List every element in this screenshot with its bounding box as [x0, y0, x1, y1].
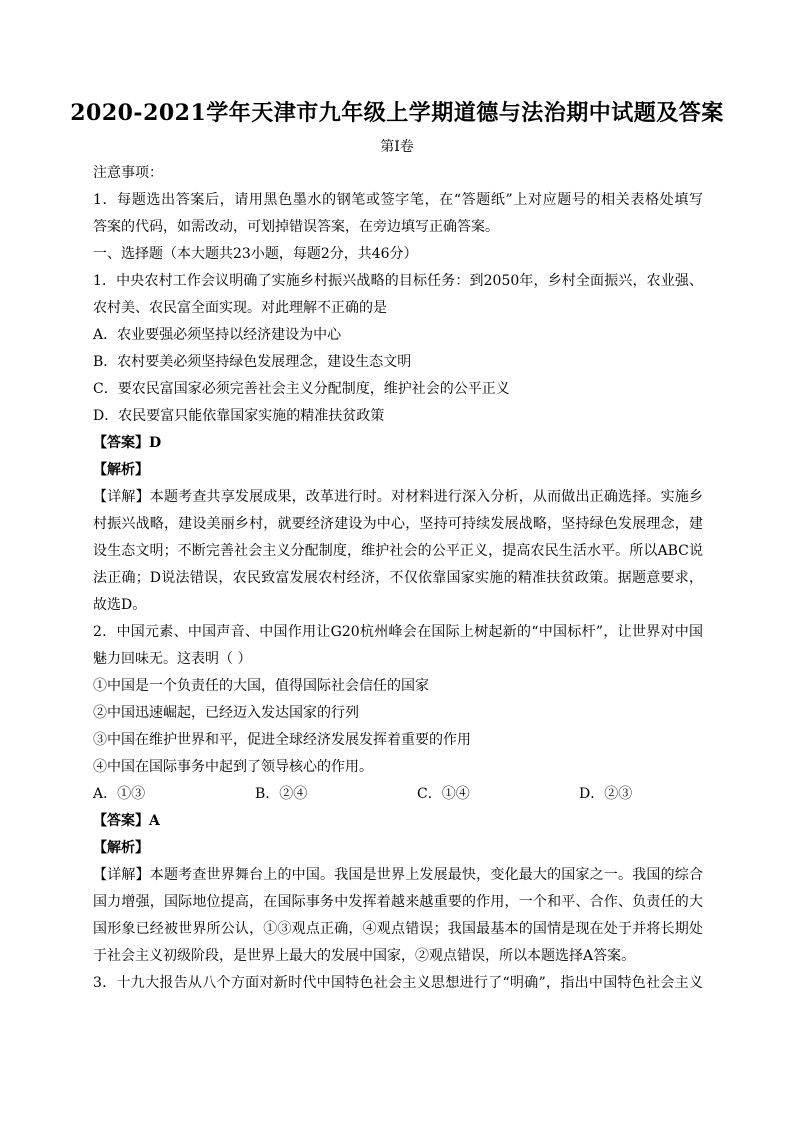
- q2-statement: ①中国是一个负责任的大国，值得国际社会信任的国家: [93, 678, 429, 694]
- q2-detail-line: 国力增强，国际地位提高，在国际事务中发挥着越来越重要的作用，一个和平、合作、负责任的大: [93, 894, 703, 910]
- section-heading: 一、选择题（本大题共23小题，每题2分，共46分）: [93, 246, 418, 262]
- notice-line: 1．每题选出答案后，请用黑色墨水的钢笔或签字笔，在“答题纸”上对应题号的相关表格处填写: [93, 192, 703, 208]
- q1-detail-line: 法正确；D说法错误，农民致富发展农村经济，不仅依靠国家实施的精准扶贫政策。据题意要求，: [93, 570, 703, 586]
- q2-option-d: D．②③: [579, 786, 633, 802]
- q2-detail-line: 【详解】本题考查世界舞台上的中国。我国是世界上发展最快，变化最大的国家之一。我国的综合: [93, 867, 703, 883]
- q2-statement: ③中国在维护世界和平，促进全球经济发展发挥着重要的作用: [93, 732, 471, 748]
- q2-statement: ④中国在国际事务中起到了领导核心的作用。: [93, 759, 373, 775]
- q3-stem-line: 3．十九大报告从八个方面对新时代中国特色社会主义思想进行了“明确”，指出中国特色社会主义: [93, 975, 703, 991]
- q2-option-b: B．②④: [255, 786, 308, 802]
- q2-detail-line: 国形象已经被世界所公认，①③观点正确，④观点错误；我国最基本的国情是现在处于并将长期处: [93, 921, 703, 937]
- q1-option-c: C．要农民富国家必须完善社会主义分配制度，维护社会的公平正义: [93, 381, 510, 397]
- q1-option-a: A．农业要强必须坚持以经济建设为中心: [93, 327, 342, 343]
- q1-option-b: B．农村要美必须坚持绿色发展理念，建设生态文明: [93, 354, 412, 370]
- q2-analysis-label: 【解析】: [93, 840, 149, 856]
- q2-stem-line: 2．中国元素、中国声音、中国作用让G20杭州峰会在国际上树起新的“中国标杆”，让世界对中国: [93, 624, 703, 640]
- q2-statement: ②中国迅速崛起，已经迈入发达国家的行列: [93, 705, 359, 721]
- volume-label: 第Ⅰ卷: [380, 139, 414, 155]
- notice-heading: 注意事项：: [93, 165, 163, 181]
- q1-detail-line: 设生态文明；不断完善社会主义分配制度，维护社会的公平正义，提高农民生活水平。所以ABC说: [93, 543, 703, 559]
- q2-options-row: [93, 781, 703, 808]
- q2-option-a: A．①③: [93, 786, 146, 802]
- q1-analysis-label: 【解析】: [93, 462, 149, 478]
- document-title: 2020-2021学年天津市九年级上学期道德与法治期中试题及答案: [70, 100, 724, 126]
- q2-answer: 【答案】A: [93, 813, 160, 829]
- q1-detail-line: 【详解】本题考查共享发展成果，改革进行时。对材料进行深入分析，从而做出正确选择。实施乡: [93, 489, 703, 505]
- q2-option-c: C．①④: [417, 786, 470, 802]
- q1-option-d: D．农民要富只能依靠国家实施的精准扶贫政策: [93, 408, 385, 424]
- q1-stem-line: 农村美、农民富全面实现。对此理解不正确的是: [93, 300, 387, 316]
- q2-stem-line: 魅力回味无。这表明（ ）: [93, 651, 252, 667]
- notice-line: 答案的代码，如需改动，可划掉错误答案，在旁边填写正确答案。: [93, 219, 499, 235]
- q1-detail-line: 村振兴战略，建设美丽乡村，就要经济建设为中心，坚持可持续发展战略，坚持绿色发展理念，建: [93, 516, 703, 532]
- q1-stem-line: 1．中央农村工作会议明确了实施乡村振兴战略的目标任务：到2050年，乡村全面振兴，农业强、: [93, 273, 703, 289]
- q1-answer: 【答案】D: [93, 435, 162, 451]
- q2-detail-line: 于社会主义初级阶段，是世界上最大的发展中国家，②观点错误，所以本题选择A答案。: [93, 948, 636, 964]
- document-body: [93, 160, 703, 997]
- q1-detail-line: 故选D。: [93, 597, 147, 613]
